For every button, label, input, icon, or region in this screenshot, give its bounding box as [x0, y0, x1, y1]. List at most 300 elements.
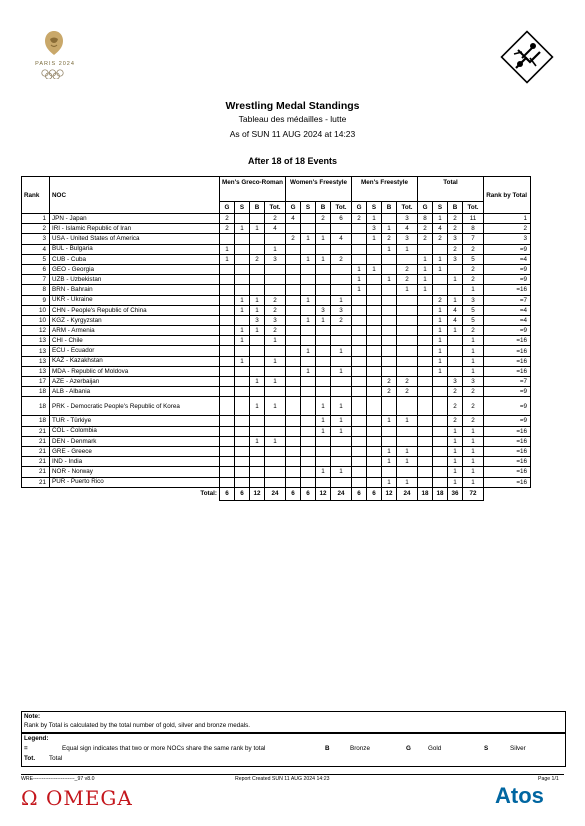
gr-medal-cell [220, 467, 235, 477]
table-row [22, 214, 531, 224]
gr-medal-cell [235, 377, 250, 387]
mf-medal-cell [367, 467, 382, 477]
mf-medal-cell [352, 234, 367, 244]
wf-medal-cell [301, 326, 316, 336]
rank-by-total-cell: =4 [484, 305, 531, 315]
tot-medal-cell: 1 [448, 295, 463, 305]
mf-medal-cell [352, 366, 367, 376]
mf-medal-cell [352, 326, 367, 336]
gr-medal-cell: 1 [235, 326, 250, 336]
wf-medal-cell [301, 397, 316, 416]
wf-medal-cell: 4 [331, 234, 352, 244]
gr-medal-cell [265, 416, 286, 426]
tot-medal-cell [418, 446, 433, 456]
gr-medal-cell [265, 264, 286, 274]
paris-emblem-icon [42, 30, 66, 56]
mf-medal-cell [382, 285, 397, 295]
wf-medal-cell [286, 457, 301, 467]
tot-medal-cell [448, 346, 463, 356]
mf-medal-cell [397, 254, 418, 264]
gr-medal-cell [220, 295, 235, 305]
legend-label: Legend: [24, 735, 49, 742]
rank-cell: 2 [22, 224, 50, 234]
noc-cell: GEO - Georgia [50, 264, 220, 274]
tot-medal-cell: 1 [433, 254, 448, 264]
gr-medal-cell [250, 426, 265, 436]
gr-medal-cell [250, 214, 265, 224]
gr-medal-cell: 2 [220, 214, 235, 224]
mf-medal-cell: 2 [382, 377, 397, 387]
noc-cell: AZE - Azerbaijan [50, 377, 220, 387]
rank-cell: 7 [22, 275, 50, 285]
rank-cell: 18 [22, 397, 50, 416]
wf-medal-cell: 1 [316, 234, 331, 244]
gr-medal-cell [250, 366, 265, 376]
tot-medal-cell: 11 [463, 214, 484, 224]
gr-medal-cell [220, 436, 235, 446]
gr-medal-cell [220, 446, 235, 456]
mf-medal-cell [352, 224, 367, 234]
gr-medal-cell [220, 356, 235, 366]
wf-medal-cell [301, 387, 316, 397]
rank-cell: 21 [22, 457, 50, 467]
tot-total-cell: 18 [418, 487, 433, 500]
rank-by-total-cell: =16 [484, 457, 531, 467]
tot-medal-cell [418, 346, 433, 356]
mf-medal-cell: 3 [397, 214, 418, 224]
wf-medal-cell: 1 [331, 416, 352, 426]
wf-medal-cell [301, 214, 316, 224]
wf-medal-cell: 3 [316, 305, 331, 315]
gr-medal-cell: 3 [265, 315, 286, 325]
noc-cell: COL - Colombia [50, 426, 220, 436]
note-text: Rank by Total is calculated by the total number of gold, silver and bronze medals. [24, 722, 250, 729]
gr-medal-cell [250, 477, 265, 487]
rank-cell: 21 [22, 436, 50, 446]
tot-medal-cell [433, 387, 448, 397]
medal-standings-table [21, 176, 531, 501]
rank-cell: 13 [22, 366, 50, 376]
noc-cell: UKR - Ukraine [50, 295, 220, 305]
tot-medal-cell: 1 [463, 446, 484, 456]
table-row [22, 436, 531, 446]
table-row [22, 377, 531, 387]
rank-by-total-cell: =9 [484, 397, 531, 416]
wf-medal-cell [331, 446, 352, 456]
mf-medal-cell [352, 315, 367, 325]
gr-medal-cell [250, 275, 265, 285]
subheader-b: B [250, 202, 265, 214]
wf-medal-cell [286, 346, 301, 356]
tot-medal-cell: 2 [463, 244, 484, 254]
legend-box [21, 733, 566, 767]
wf-medal-cell [286, 336, 301, 346]
wf-medal-cell [301, 467, 316, 477]
gr-medal-cell: 1 [265, 244, 286, 254]
subheader-s: S [433, 202, 448, 214]
gr-medal-cell [220, 366, 235, 376]
wf-medal-cell: 4 [286, 214, 301, 224]
gr-medal-cell: 1 [250, 295, 265, 305]
mf-medal-cell: 3 [367, 224, 382, 234]
table-row [22, 224, 531, 234]
gr-medal-cell [220, 387, 235, 397]
tot-medal-cell: 2 [433, 295, 448, 305]
mf-medal-cell: 3 [397, 234, 418, 244]
mf-total-cell: 6 [367, 487, 382, 500]
table-row [22, 446, 531, 456]
wf-medal-cell [301, 416, 316, 426]
gr-medal-cell: 2 [265, 295, 286, 305]
gr-medal-cell [265, 234, 286, 244]
wf-medal-cell [286, 467, 301, 477]
legend-total-symbol: Tot. [24, 755, 36, 762]
subheader-b: B [448, 202, 463, 214]
tot-medal-cell: 2 [448, 224, 463, 234]
legend-silver-symbol: S [484, 745, 489, 752]
gr-medal-cell: 2 [265, 305, 286, 315]
gr-medal-cell: 1 [235, 224, 250, 234]
tot-medal-cell [418, 366, 433, 376]
mf-medal-cell: 4 [397, 224, 418, 234]
wf-medal-cell [331, 224, 352, 234]
mf-medal-cell: 1 [367, 234, 382, 244]
wf-medal-cell [286, 326, 301, 336]
table-row [22, 467, 531, 477]
note-box [21, 711, 566, 733]
mf-medal-cell [397, 366, 418, 376]
report-code: WRE------------------------_97 v8.0 [21, 776, 95, 782]
wf-medal-cell [286, 295, 301, 305]
gr-medal-cell: 2 [250, 254, 265, 264]
greco-roman-header: Men's Greco-Roman [220, 177, 286, 202]
gr-medal-cell [235, 275, 250, 285]
wf-medal-cell [316, 377, 331, 387]
wf-medal-cell: 1 [301, 234, 316, 244]
mf-medal-cell: 1 [352, 275, 367, 285]
wf-medal-cell [316, 326, 331, 336]
tot-medal-cell: 1 [433, 305, 448, 315]
note-label: Note: [24, 713, 41, 720]
wf-medal-cell [301, 285, 316, 295]
mf-medal-cell [367, 275, 382, 285]
wf-medal-cell: 1 [331, 467, 352, 477]
rank-by-total-cell: 3 [484, 234, 531, 244]
gr-medal-cell [220, 305, 235, 315]
rank-cell: 13 [22, 356, 50, 366]
tot-medal-cell [448, 356, 463, 366]
rank-by-total-cell: =16 [484, 356, 531, 366]
gr-medal-cell [235, 467, 250, 477]
wf-medal-cell [301, 426, 316, 436]
tot-medal-cell: 3 [463, 295, 484, 305]
mf-medal-cell: 2 [352, 214, 367, 224]
mf-medal-cell [352, 426, 367, 436]
noc-cell: MDA - Republic of Moldova [50, 366, 220, 376]
noc-cell: KGZ - Kyrgyzstan [50, 315, 220, 325]
gr-medal-cell [235, 285, 250, 295]
mf-medal-cell [367, 377, 382, 387]
mf-medal-cell [367, 457, 382, 467]
rank-by-total-cell: =9 [484, 387, 531, 397]
rank-by-total-cell: =9 [484, 244, 531, 254]
wf-medal-cell [316, 387, 331, 397]
rank-by-total-cell: =16 [484, 346, 531, 356]
mf-medal-cell: 2 [382, 387, 397, 397]
tot-medal-cell [418, 305, 433, 315]
tot-medal-cell: 1 [433, 336, 448, 346]
wf-medal-cell: 1 [331, 346, 352, 356]
rank-cell: 13 [22, 346, 50, 356]
mf-medal-cell [382, 426, 397, 436]
gr-medal-cell [220, 377, 235, 387]
tot-medal-cell [433, 377, 448, 387]
wf-medal-cell: 1 [301, 315, 316, 325]
subheader-g: G [220, 202, 235, 214]
gr-medal-cell [235, 446, 250, 456]
wf-medal-cell [316, 436, 331, 446]
noc-cell: KAZ - Kazakhstan [50, 356, 220, 366]
mf-medal-cell [367, 397, 382, 416]
rank-by-total-header: Rank by Total [484, 177, 531, 214]
mf-medal-cell [367, 254, 382, 264]
tot-medal-cell: 2 [448, 214, 463, 224]
mf-medal-cell: 1 [352, 264, 367, 274]
mf-medal-cell [367, 366, 382, 376]
noc-cell: CHI - Chile [50, 336, 220, 346]
gr-medal-cell [220, 397, 235, 416]
tot-medal-cell: 2 [418, 234, 433, 244]
gr-medal-cell [220, 326, 235, 336]
rank-by-total-cell: =16 [484, 436, 531, 446]
mf-medal-cell [367, 305, 382, 315]
rank-by-total-cell: =16 [484, 336, 531, 346]
mf-medal-cell [352, 457, 367, 467]
gr-medal-cell: 1 [235, 305, 250, 315]
mf-medal-cell: 1 [397, 446, 418, 456]
tot-medal-cell: 2 [463, 264, 484, 274]
mf-medal-cell [367, 244, 382, 254]
gr-medal-cell [250, 346, 265, 356]
tot-medal-cell [418, 436, 433, 446]
mf-medal-cell [397, 315, 418, 325]
wf-medal-cell: 1 [316, 254, 331, 264]
legend-gold-symbol: G [406, 745, 411, 752]
mf-medal-cell [367, 336, 382, 346]
wf-total-cell: 6 [286, 487, 301, 500]
gr-medal-cell [265, 446, 286, 456]
totals-empty-cell [484, 487, 531, 500]
wf-medal-cell [286, 275, 301, 285]
wf-medal-cell [301, 356, 316, 366]
wf-medal-cell: 1 [316, 397, 331, 416]
table-row [22, 264, 531, 274]
wf-medal-cell [286, 436, 301, 446]
mf-medal-cell [382, 356, 397, 366]
tot-medal-cell: 1 [418, 285, 433, 295]
wf-medal-cell [331, 244, 352, 254]
legend-equal-text: Equal sign indicates that two or more NOCs share the same rank by total [62, 745, 266, 752]
gr-medal-cell [235, 315, 250, 325]
subheader-tot: Tot. [463, 202, 484, 214]
tot-medal-cell: 1 [448, 477, 463, 487]
footer-divider [21, 774, 564, 775]
mf-medal-cell [382, 336, 397, 346]
gr-medal-cell [250, 336, 265, 346]
gr-medal-cell: 1 [250, 436, 265, 446]
tot-medal-cell [433, 446, 448, 456]
rank-cell: 18 [22, 387, 50, 397]
gr-medal-cell [250, 285, 265, 295]
wf-medal-cell [331, 377, 352, 387]
mf-medal-cell: 2 [382, 234, 397, 244]
totals-row [22, 487, 531, 500]
gr-medal-cell [265, 426, 286, 436]
document-date: As of SUN 11 AUG 2024 at 14:23 [229, 129, 356, 139]
rank-cell: 4 [22, 244, 50, 254]
mf-medal-cell: 1 [397, 285, 418, 295]
atos-logo: Atos [495, 783, 544, 808]
noc-cell: ECU - Ecuador [50, 346, 220, 356]
tot-medal-cell [418, 426, 433, 436]
wf-medal-cell: 1 [316, 315, 331, 325]
mf-medal-cell [367, 446, 382, 456]
gr-medal-cell [265, 387, 286, 397]
mf-medal-cell [397, 356, 418, 366]
wf-medal-cell [331, 336, 352, 346]
table-row [22, 416, 531, 426]
wf-medal-cell [301, 244, 316, 254]
tot-medal-cell [433, 285, 448, 295]
wf-total-cell: 24 [331, 487, 352, 500]
mf-medal-cell: 1 [397, 477, 418, 487]
tot-medal-cell [418, 397, 433, 416]
tot-medal-cell: 4 [433, 224, 448, 234]
table-row [22, 477, 531, 487]
gr-medal-cell [265, 457, 286, 467]
mf-medal-cell [352, 397, 367, 416]
mf-medal-cell [352, 346, 367, 356]
table-row [22, 305, 531, 315]
mf-medal-cell [352, 436, 367, 446]
gr-medal-cell [235, 254, 250, 264]
gr-medal-cell: 2 [265, 326, 286, 336]
rank-cell: 6 [22, 264, 50, 274]
mf-medal-cell [397, 326, 418, 336]
subheader-tot: Tot. [265, 202, 286, 214]
wf-medal-cell [301, 336, 316, 346]
tot-total-cell: 72 [463, 487, 484, 500]
rank-by-total-cell: =9 [484, 416, 531, 426]
wf-medal-cell: 1 [316, 467, 331, 477]
mf-medal-cell [382, 436, 397, 446]
gr-medal-cell [235, 366, 250, 376]
mf-medal-cell [352, 254, 367, 264]
mf-medal-cell [352, 305, 367, 315]
document-subtitle: Tableau des médailles - lutte [238, 114, 347, 124]
gr-medal-cell: 1 [250, 377, 265, 387]
table-row [22, 457, 531, 467]
mf-medal-cell [352, 356, 367, 366]
wf-medal-cell [286, 477, 301, 487]
noc-cell: GRE - Greece [50, 446, 220, 456]
tot-medal-cell [418, 315, 433, 325]
subheader-g: G [418, 202, 433, 214]
rank-by-total-cell: =9 [484, 326, 531, 336]
wf-medal-cell: 1 [331, 295, 352, 305]
tot-medal-cell [433, 467, 448, 477]
gr-medal-cell [235, 436, 250, 446]
wf-medal-cell [316, 285, 331, 295]
tot-medal-cell: 5 [463, 254, 484, 264]
wf-medal-cell [316, 446, 331, 456]
mf-medal-cell [397, 305, 418, 315]
tot-medal-cell [418, 457, 433, 467]
tot-medal-cell [448, 336, 463, 346]
gr-medal-cell: 2 [265, 214, 286, 224]
wf-medal-cell: 1 [331, 426, 352, 436]
gr-medal-cell [220, 264, 235, 274]
wf-medal-cell [316, 275, 331, 285]
rank-by-total-cell: =9 [484, 275, 531, 285]
gr-medal-cell [220, 477, 235, 487]
wf-medal-cell [331, 264, 352, 274]
mf-medal-cell [352, 446, 367, 456]
tot-medal-cell: 1 [418, 264, 433, 274]
mf-medal-cell [352, 477, 367, 487]
gr-medal-cell: 1 [265, 436, 286, 446]
omega-logo: Ω OMEGA [21, 786, 133, 810]
wf-medal-cell [301, 446, 316, 456]
gr-medal-cell [250, 356, 265, 366]
rank-by-total-cell: =7 [484, 295, 531, 305]
wf-medal-cell [331, 356, 352, 366]
tot-medal-cell: 3 [463, 377, 484, 387]
tot-medal-cell: 1 [463, 356, 484, 366]
tot-medal-cell: 1 [463, 346, 484, 356]
wf-medal-cell: 1 [331, 397, 352, 416]
womens-freestyle-header: Women's Freestyle [286, 177, 352, 202]
tot-medal-cell [418, 356, 433, 366]
noc-cell: PRK - Democratic People's Republic of Korea [50, 397, 220, 416]
tot-medal-cell [433, 477, 448, 487]
rank-cell: 18 [22, 416, 50, 426]
rank-cell: 1 [22, 214, 50, 224]
gr-medal-cell: 3 [250, 315, 265, 325]
gr-total-cell: 6 [235, 487, 250, 500]
noc-cell: BUL - Bulgaria [50, 244, 220, 254]
table-row [22, 366, 531, 376]
tot-medal-cell [433, 244, 448, 254]
mf-medal-cell [397, 295, 418, 305]
noc-cell: USA - United States of America [50, 234, 220, 244]
table-row [22, 356, 531, 366]
wf-medal-cell [301, 305, 316, 315]
standings-body [22, 214, 531, 501]
tot-medal-cell: 1 [433, 326, 448, 336]
wf-medal-cell [286, 244, 301, 254]
tot-medal-cell [418, 467, 433, 477]
mf-medal-cell: 1 [397, 457, 418, 467]
tot-medal-cell: 2 [448, 416, 463, 426]
gr-medal-cell [220, 336, 235, 346]
legend-equal-symbol: = [24, 745, 28, 752]
noc-cell: PUR - Puerto Rico [50, 477, 220, 487]
wf-medal-cell: 2 [331, 315, 352, 325]
wf-medal-cell [286, 397, 301, 416]
wf-medal-cell [301, 377, 316, 387]
tot-medal-cell: 2 [463, 326, 484, 336]
